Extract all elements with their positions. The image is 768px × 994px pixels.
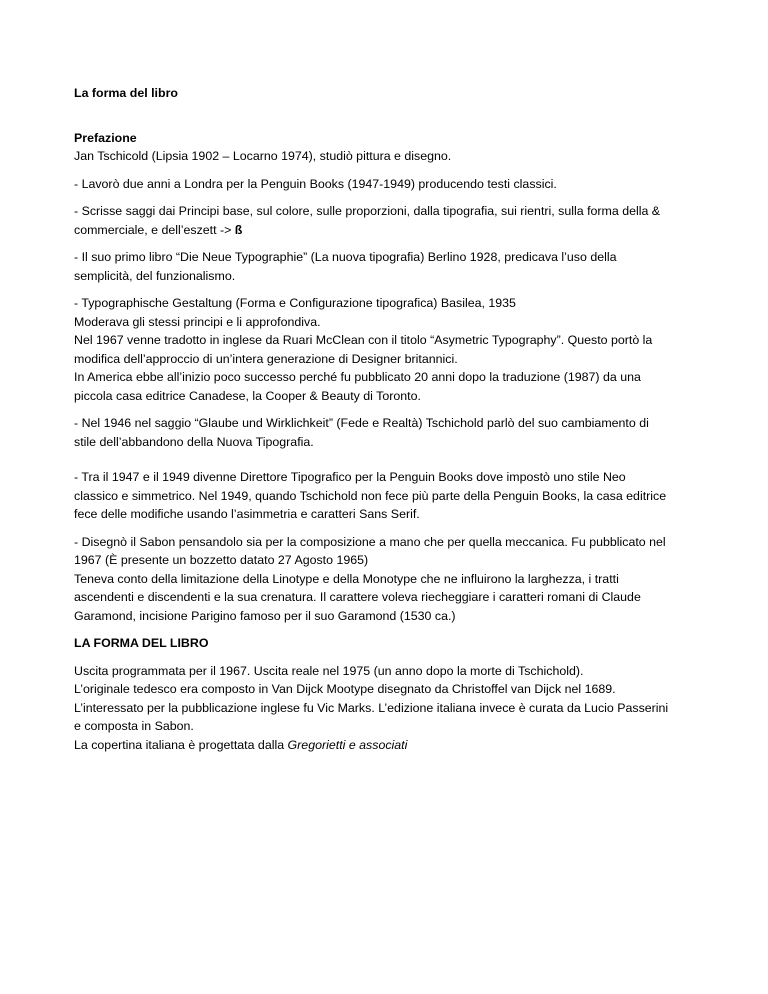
text-line — [74, 736, 694, 755]
text-line: stile dell’abbandono della Nuova Tipografia. — [74, 434, 314, 449]
preface-paragraph-7 — [74, 533, 694, 626]
text-line: classico e simmetrico. Nel 1949, quando Tschichold non fece più parte della Penguin Books, la casa editrice — [74, 488, 667, 503]
text-line: Teneva conto della limitazione della Linotype e della Monotype che ne influirono la larghezza, i tratti — [74, 571, 619, 586]
text-line: e composta in Sabon. — [74, 719, 194, 733]
preface-heading: Prefazione — [74, 130, 137, 145]
text-line: semplicità, del funzionalismo. — [74, 268, 236, 283]
book-section-body — [74, 662, 694, 755]
text-line: fece delle modifiche usando l’asimmetria e caratteri Sans Serif. — [74, 507, 420, 521]
text-line: - Typographische Gestaltung (Forma e Configurazione tipografica) Basilea, 1935 — [74, 296, 516, 310]
text-line: 1967 (È presente un bozzetto datato 27 Agosto 1965) — [74, 553, 369, 567]
text-line: ascendenti e discendenti e la sua crenatura. Il carattere voleva riecheggiare i caratteri romani di Claude — [74, 590, 641, 604]
preface-intro: Jan Tschicold (Lipsia 1902 – Locarno 1974), studiò pittura e disegno. — [74, 149, 452, 163]
preface-paragraph-1: - Lavorò due anni a Londra per la Penguin Books (1947-1949) producendo testi classici. — [74, 176, 557, 191]
preface-paragraph-3 — [74, 248, 694, 285]
preface-paragraph-2 — [74, 202, 694, 239]
text-line: modifica dell’approccio di un’intera generazione di Designer britannici. — [74, 351, 458, 366]
text-line: Nel 1967 venne tradotto in inglese da Ruari McClean con il titolo “Asymetric Typography”. Questo portò la — [74, 333, 653, 347]
preface-paragraph-5 — [74, 414, 694, 451]
eszett-symbol: ß — [234, 222, 243, 237]
cover-designer: Gregorietti e associati — [287, 737, 408, 752]
preface-paragraph-6 — [74, 468, 694, 524]
text-span: commerciale, e dell’eszett -> — [74, 222, 235, 237]
text-line: Moderava gli stessi principi e li approfondiva. — [74, 314, 321, 329]
document-title: La forma del libro — [74, 86, 178, 100]
text-span: La copertina italiana è progettata dalla — [74, 737, 288, 752]
document-page — [74, 84, 694, 754]
text-line: piccola casa editrice Canadese, la Cooper & Beauty di Toronto. — [74, 388, 421, 403]
text-line: - Nel 1946 nel saggio “Glaube und Wirklichkeit” (Fede e Realtà) Tschichold parlò del suo cambiamento di — [74, 416, 649, 430]
text-line: - Tra il 1947 e il 1949 divenne Direttore Tipografico per la Penguin Books dove impostò uno stile Neo — [74, 470, 626, 484]
text-line — [74, 221, 694, 240]
text-line: In America ebbe all’inizio poco successo perché fu pubblicato 20 anni dopo la traduzione (1987) da una — [74, 370, 641, 384]
text-line: Garamond, incisione Parigino famoso per il suo Garamond (1530 ca.) — [74, 608, 456, 623]
text-line: - Disegnò il Sabon pensandolo sia per la composizione a mano che per quella meccanica. Fu pubblicato nel — [74, 534, 666, 549]
preface-paragraph-4 — [74, 294, 694, 405]
book-section-heading: LA FORMA DEL LIBRO — [74, 636, 209, 650]
text-line: L’originale tedesco era composto in Van Dijck Mootype disegnato da Christoffel van Dijck nel 1689. — [74, 682, 616, 696]
text-line: Uscita programmata per il 1967. Uscita reale nel 1975 (un anno dopo la morte di Tschichold). — [74, 663, 584, 678]
text-line: L’interessato per la pubblicazione inglese fu Vic Marks. L’edizione italiana invece è curata da Lucio Passerini — [74, 700, 669, 715]
text-line: - Il suo primo libro “Die Neue Typographie” (La nuova tipografia) Berlino 1928, predicava l’uso della — [74, 250, 617, 264]
text-line: - Scrisse saggi dai Principi base, sul colore, sulle proporzioni, dalla tipografia, sui rientri, sulla forma della & — [74, 204, 661, 218]
